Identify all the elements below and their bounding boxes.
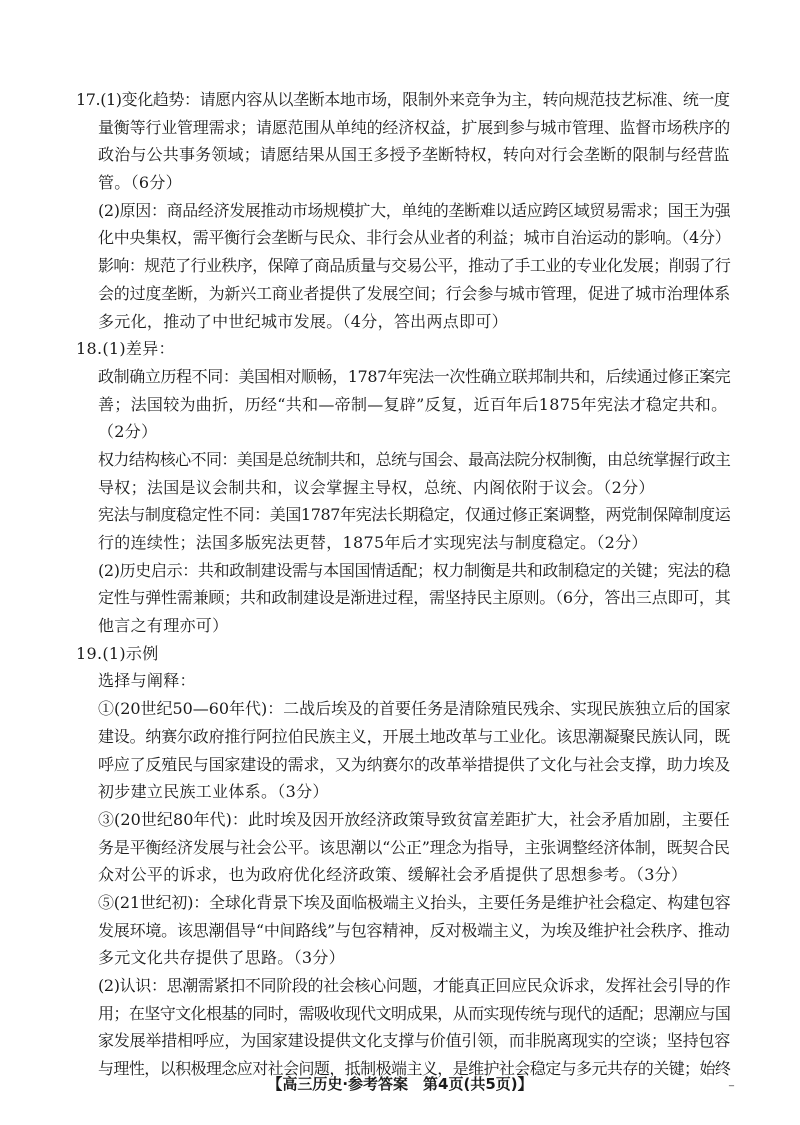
- text-line: (2)原因：商品经济发展推动市场规模扩大，单纯的垄断难以适应跨区域贸易需求；国王为强: [98, 200, 731, 220]
- text-line: ①(20世纪50—60年代)：二战后埃及的首要任务是清除殖民残余、实现民族独立后的国家: [98, 699, 731, 719]
- text-line: 影响：规范了行业秩序，保障了商品质量与交易公平，推动了手工业的专业化发展；削弱了行: [98, 256, 731, 276]
- text-line: 宪法与制度稳定性不同：美国1787年宪法长期稳定，仅通过修正案调整，两党制保障制度运: [98, 505, 731, 525]
- text-line: 善；法国较为曲折，历经“共和—帝制—复辟”反复，近百年后1875年宪法才稳定共和。: [98, 394, 728, 414]
- text-line: (2)认识：思潮需紧扣不同阶段的社会核心问题，才能真正回应民众诉求，发挥社会引导的作: [98, 976, 731, 995]
- text-line: 家发展举措相呼应，为国家建设提供文化支撑与价值引领，而非脱离现实的空谈；坚持包容: [98, 1031, 731, 1051]
- text-line: 用；在坚守文化根基的同时，需吸收现代文明成果，从而实现传统与现代的适配；思潮应与国: [98, 1003, 731, 1023]
- text-line: 选择与阐释：: [98, 671, 196, 691]
- page-footer: 【高三历史·参考答案 第4页(共5页)】: [267, 1075, 533, 1093]
- corner-mark: ‾: [729, 1085, 734, 1096]
- text-line: 多元文化共存提供了思路。（3分）: [98, 948, 345, 968]
- text-line: 建设。纳赛尔政府推行阿拉伯民族主义，开展土地改革与工业化。该思潮凝聚民族认同，既: [98, 726, 731, 746]
- text-line: 19.(1)示例: [76, 643, 159, 663]
- text-line: 初步建立民族工业体系。（3分）: [98, 782, 329, 802]
- text-line: 务是平衡经济发展与社会公平。该思潮以“公正”理念为指导，主张调整经济体制，既契合民: [98, 837, 730, 857]
- text-line: 管。（6分）: [98, 173, 182, 193]
- text-line: 发展环境。该思潮倡导“中间路线”与包容精神，反对极端主义，为埃及维护社会秩序、推动: [98, 920, 730, 940]
- text-line: 他言之有理亦可）: [98, 616, 229, 636]
- text-line: 量衡等行业管理需求；请愿范围从单纯的经济权益，扩展到参与城市管理、监督市场秩序的: [98, 117, 731, 137]
- text-line: 与理性，以积极理念应对社会问题，抵制极端主义，是维护社会稳定与多元共存的关键；始终: [98, 1059, 731, 1079]
- text-line: 化中央集权，需平衡行会垄断与民众、非行会从业者的利益；城市自治运动的影响。（4分）: [98, 228, 731, 248]
- text-line: 17.(1)变化趋势：请愿内容从以垄断本地市场，限制外来竞争为主，转向规范技艺标准、统一度: [76, 90, 730, 109]
- text-line: 导权；法国是议会制共和，议会掌握主导权，总统、内阁依附于议会。（2分）: [98, 477, 655, 497]
- text-line: (2)历史启示：共和政制建设需与本国国情适配；权力制衡是共和政制稳定的关键；宪法的稳: [98, 560, 731, 580]
- text-line: 行的连续性；法国多版宪法更替，1875年后才实现宪法与制度稳定。（2分）: [98, 533, 648, 552]
- text-line: 权力结构核心不同：美国是总统制共和，总统与国会、最高法院分权制衡，由总统掌握行政主: [98, 449, 731, 469]
- text-line: 多元化，推动了中世纪城市发展。（4分，答出两点即可）: [98, 311, 508, 331]
- text-line: ⑤(21世纪初)：全球化背景下埃及面临极端主义抬头，主要任务是维护社会稳定、构建包容: [98, 892, 731, 912]
- text-line: 定性与弹性需兼顾；共和政制建设是渐进过程，需坚持民主原则。（6分，答出三点即可，其: [98, 588, 731, 608]
- text-line: 会的过度垄断，为新兴工商业者提供了发展空间；行会参与城市管理，促进了城市治理体系: [98, 283, 731, 303]
- text-line: 呼应了反殖民与国家建设的需求，又为纳赛尔的改革举措提供了文化与社会支撑，助力埃及: [98, 754, 731, 774]
- text-line: 18.(1)差异：: [76, 339, 175, 359]
- text-line: 众对公平的诉求，也为政府优化经济政策、缓解社会矛盾提供了思想参考。（3分）: [98, 865, 688, 885]
- text-line: ③(20世纪80年代)：此时埃及因开放经济政策导致贫富差距扩大，社会矛盾加剧，主要任: [98, 809, 730, 829]
- answer-content: [76, 86, 730, 1083]
- text-line: （2分）: [98, 422, 158, 442]
- text-line: 政治与公共事务领域；请愿结果从国王多授予垄断特权，转向对行会垄断的限制与经营监: [98, 145, 730, 165]
- text-line: 政制确立历程不同：美国相对顺畅，1787年宪法一次性确立联邦制共和，后续通过修正案完: [98, 366, 731, 386]
